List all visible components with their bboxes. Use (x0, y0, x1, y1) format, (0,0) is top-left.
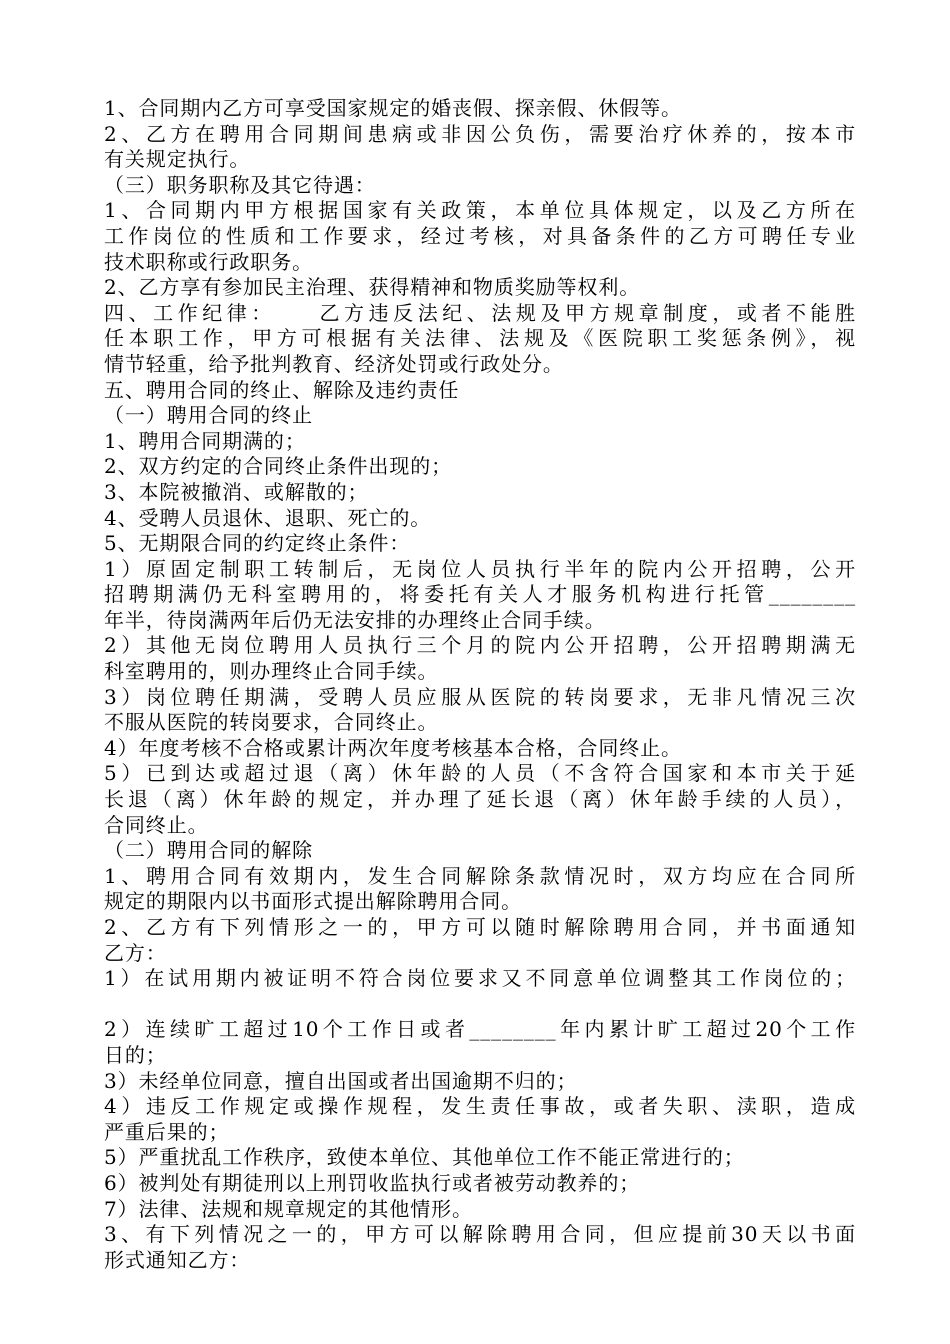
text-line: 有关规定执行。 (104, 147, 251, 172)
section-heading: 四、工作纪律： 乙方违反法纪、法规及甲方规章制度，或者不能胜 (104, 300, 856, 325)
text-line: 1）原固定制职工转制后，无岗位人员执行半年的院内公开招聘，公开 (104, 556, 856, 581)
text-line: 4）违反工作规定或操作规程，发生责任事故，或者失职、渎职，造成 (104, 1094, 856, 1119)
text-line: 日的； (104, 1042, 167, 1067)
text-line: 招聘期满仍无科室聘用的，将委托有关人才服务机构进行托管________ (104, 582, 856, 607)
text-line: 1、合同期内乙方可享受国家规定的婚丧假、探亲假、休假等。 (104, 96, 682, 120)
text-line: 3）未经单位同意，擅自出国或者出国逾期不归的； (104, 1068, 578, 1093)
text-line: 不服从医院的转岗要求，合同终止。 (104, 710, 439, 735)
text-line: 乙方： (104, 940, 167, 965)
text-line: 形式通知乙方： (104, 1247, 251, 1272)
text-line: 工作岗位的性质和工作要求，经过考核，对具备条件的乙方可聘任专业 (104, 223, 856, 248)
text-line: 1）在试用期内被证明不符合岗位要求又不同意单位调整其工作岗位的； (104, 966, 856, 991)
text-line: 5、无期限合同的约定终止条件： (104, 531, 411, 556)
text-line: 3、本院被撤消、或解散的； (104, 479, 369, 504)
text-line: 长退（离）休年龄的规定，并办理了延长退（离）休年龄手续的人员）， (104, 787, 856, 812)
text-line: 7）法律、法规和规章规定的其他情形。 (104, 1196, 473, 1221)
text-line: 2）连续旷工超过10个工作日或者________年内累计旷工超过20个工作 (104, 1017, 856, 1042)
text-line: 3）岗位聘任期满，受聘人员应服从医院的转岗要求，无非凡情况三次 (104, 684, 856, 709)
section-heading: 五、聘用合同的终止、解除及违约责任 (104, 377, 460, 402)
section-heading: （三）职务职称及其它待遇： (104, 172, 376, 197)
text-line: 3、有下列情况之一的，甲方可以解除聘用合同，但应提前30天以书面 (104, 1222, 856, 1247)
text-line: 严重后果的； (104, 1119, 230, 1144)
text-line: 5）严重扰乱工作秩序，致使本单位、其他单位工作不能正常进行的； (104, 1145, 745, 1170)
text-line: 2、乙方有下列情形之一的，甲方可以随时解除聘用合同，并书面通知 (104, 915, 856, 939)
text-line: 5）已到达或超过退（离）休年龄的人员（不含符合国家和本市关于延 (104, 761, 856, 786)
section-heading: （一）聘用合同的终止 (104, 403, 313, 428)
text-line: 4）年度考核不合格或累计两次年度考核基本合格，合同终止。 (104, 735, 682, 760)
text-line: 2、乙方在聘用合同期间患病或非因公负伤，需要治疗休养的，按本市 (104, 121, 856, 146)
section-heading: （二）聘用合同的解除 (104, 838, 313, 863)
text-line: 1、聘用合同期满的； (104, 428, 306, 453)
text-line: 合同终止。 (104, 812, 209, 837)
blank-line (104, 992, 856, 1018)
text-line: 2、双方约定的合同终止条件出现的； (104, 454, 453, 479)
text-line: 1、聘用合同有效期内，发生合同解除条款情况时，双方均应在合同所 (104, 863, 856, 888)
text-line: 6）被判处有期徒刑以上刑罚收监执行或者被劳动教养的； (104, 1170, 641, 1195)
text-line: 年半，待岗满两年后仍无法安排的办理终止合同手续。 (104, 607, 606, 632)
text-line: 规定的期限内以书面形式提出解除聘用合同。 (104, 889, 522, 914)
text-line: 情节轻重，给予批判教育、经济处罚或行政处分。 (104, 351, 564, 376)
text-line: 技术职称或行政职务。 (104, 249, 313, 274)
text-line: 4、受聘人员退休、退职、死亡的。 (104, 505, 432, 530)
text-line: 2、乙方享有参加民主治理、获得精神和物质奖励等权利。 (104, 275, 641, 300)
text-line: 1、合同期内甲方根据国家有关政策，本单位具体规定，以及乙方所在 (104, 198, 856, 223)
document-body (104, 96, 856, 1273)
text-line: 2）其他无岗位聘用人员执行三个月的院内公开招聘，公开招聘期满无 (104, 633, 856, 658)
text-line: 任本职工作，甲方可根据有关法律、法规及《医院职工奖惩条例》，视 (104, 326, 856, 351)
text-line: 科室聘用的，则办理终止合同手续。 (104, 659, 439, 684)
